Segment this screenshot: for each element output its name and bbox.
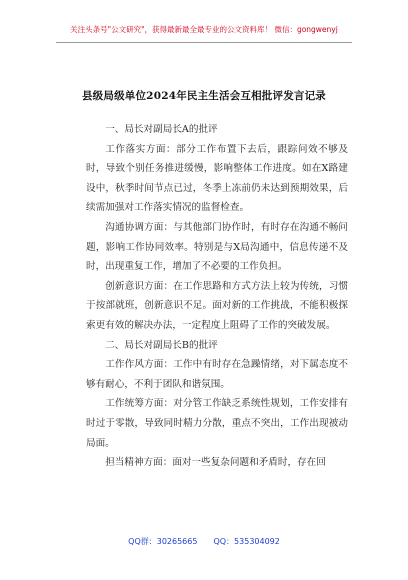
page-header	[0, 0, 408, 48]
page-footer	[0, 536, 408, 547]
paragraph: 工作落实方面：部分工作布置下去后，跟踪问效不够及时，导致个别任务推进缓慢，影响整体工作进度。如在X路建设中，秋季时间节点已过，冬季上冻前仍未达到预期效果，后续需加强对工作落实情况的监督检查。	[86, 143, 348, 214]
promo-note: 关注头条号"公文研究"，获得最新最全最专业的公文资料库！ 微信：gongwenyj	[70, 25, 338, 34]
document-title: 县级局级单位2024年民主生活会互相批评发言记录	[81, 90, 327, 102]
section-heading: 二、局长对副局长B的批评	[105, 339, 218, 351]
document-body	[86, 120, 348, 473]
qq-group-text: QQ群：30265665	[128, 537, 198, 546]
qq-contact-text: QQ：535304092	[213, 537, 280, 546]
header-divider	[56, 42, 352, 43]
paragraph: 担当精神方面：面对一些复杂问题和矛盾时，存在回	[105, 457, 326, 469]
paragraph: 创新意识方面：在工作思路和方式方法上较为传统，习惯于按部就班，创新意识不足。面对新的工作挑战，不能积极探索更有效的解决办法，一定程度上阻碍了工作的突破发展。	[86, 280, 348, 331]
paragraph: 工作统筹方面：对分管工作缺乏系统性规划，工作安排有时过于零散，导致同时精力分散，重点不突出，工作出现被动局面。	[86, 398, 348, 449]
paragraph: 工作作风方面：工作中有时存在急躁情绪，对下属态度不够有耐心，不利于团队和谐氛围。	[86, 359, 348, 390]
section-heading: 一、局长对副局长A的批评	[105, 124, 218, 135]
paragraph: 沟通协调方面：与其他部门协作时，有时存在沟通不畅问题，影响工作协同效率。特别是与X局沟通中，信息传递不及时，出现重复工作，增加了不必要的工作负担。	[86, 221, 348, 273]
